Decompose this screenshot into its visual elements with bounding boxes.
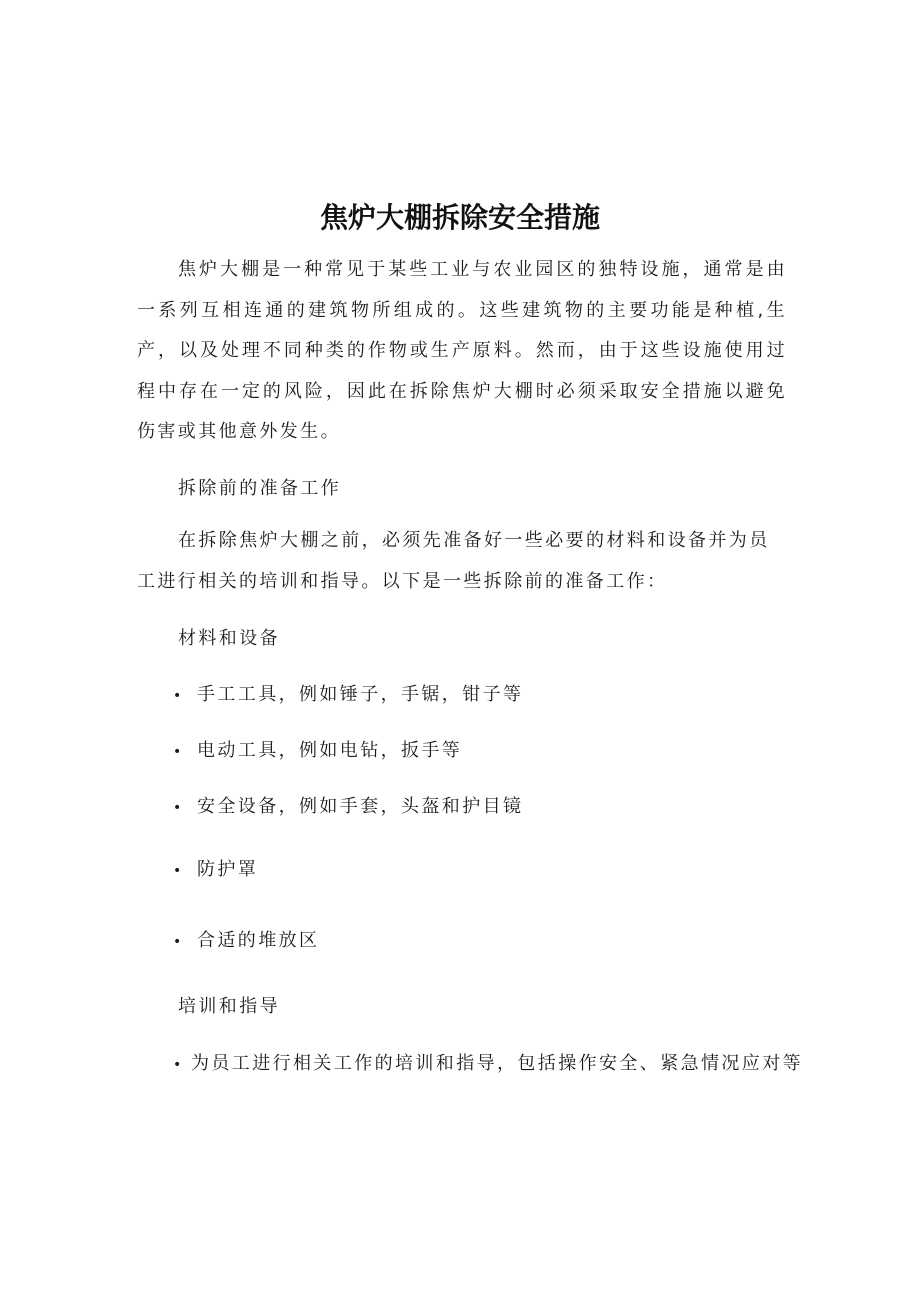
- list-item: [173, 1049, 803, 1075]
- preparation-paragraph: 在拆除焦炉大棚之前，必须先准备好一些必要的材料和设备并为员工进行相关的培训和指导。以下是一些拆除前的准备工作：: [137, 530, 770, 592]
- section-heading-training: 培训和指导: [178, 996, 280, 1017]
- bullet-icon: •: [173, 800, 184, 816]
- list-item-text: 电动工具，例如电钻，扳手等: [197, 740, 463, 761]
- bullet-icon: •: [173, 1057, 184, 1073]
- list-item: [173, 926, 319, 952]
- list-item: [173, 736, 462, 762]
- section-heading-preparation: 拆除前的准备工作: [178, 478, 342, 499]
- bullet-icon: •: [173, 863, 184, 879]
- intro-paragraph: 焦炉大棚是一种常见于某些工业与农业园区的独特设施，通常是由一系列互相连通的建筑物所组成的。这些建筑物的主要功能是种植,生产，以及处理不同种类的作物或生产原料。然而，由于这些设施使用过程中存在一定的风险，因此在拆除焦炉大棚时必须采取安全措施以避免伤害或其他意外发生。: [137, 259, 787, 443]
- bullet-icon: •: [173, 934, 184, 950]
- list-item: [173, 792, 523, 818]
- list-item-text: 手工工具，例如锤子，手锯，钳子等: [197, 684, 524, 705]
- list-item-text: 合适的堆放区: [197, 930, 320, 951]
- section-heading-materials: 材料和设备: [178, 628, 280, 649]
- list-item: [173, 855, 258, 881]
- list-item-text: 为员工进行相关工作的培训和指导，包括操作安全、紧急情况应对等: [191, 1053, 803, 1074]
- bullet-icon: •: [173, 744, 184, 760]
- list-item: [173, 680, 523, 706]
- list-item-text: 安全设备，例如手套，头盔和护目镜: [197, 796, 524, 817]
- bullet-icon: •: [173, 688, 184, 704]
- document-title: 焦炉大棚拆除安全措施: [319, 201, 600, 234]
- list-item-text: 防护罩: [197, 859, 259, 880]
